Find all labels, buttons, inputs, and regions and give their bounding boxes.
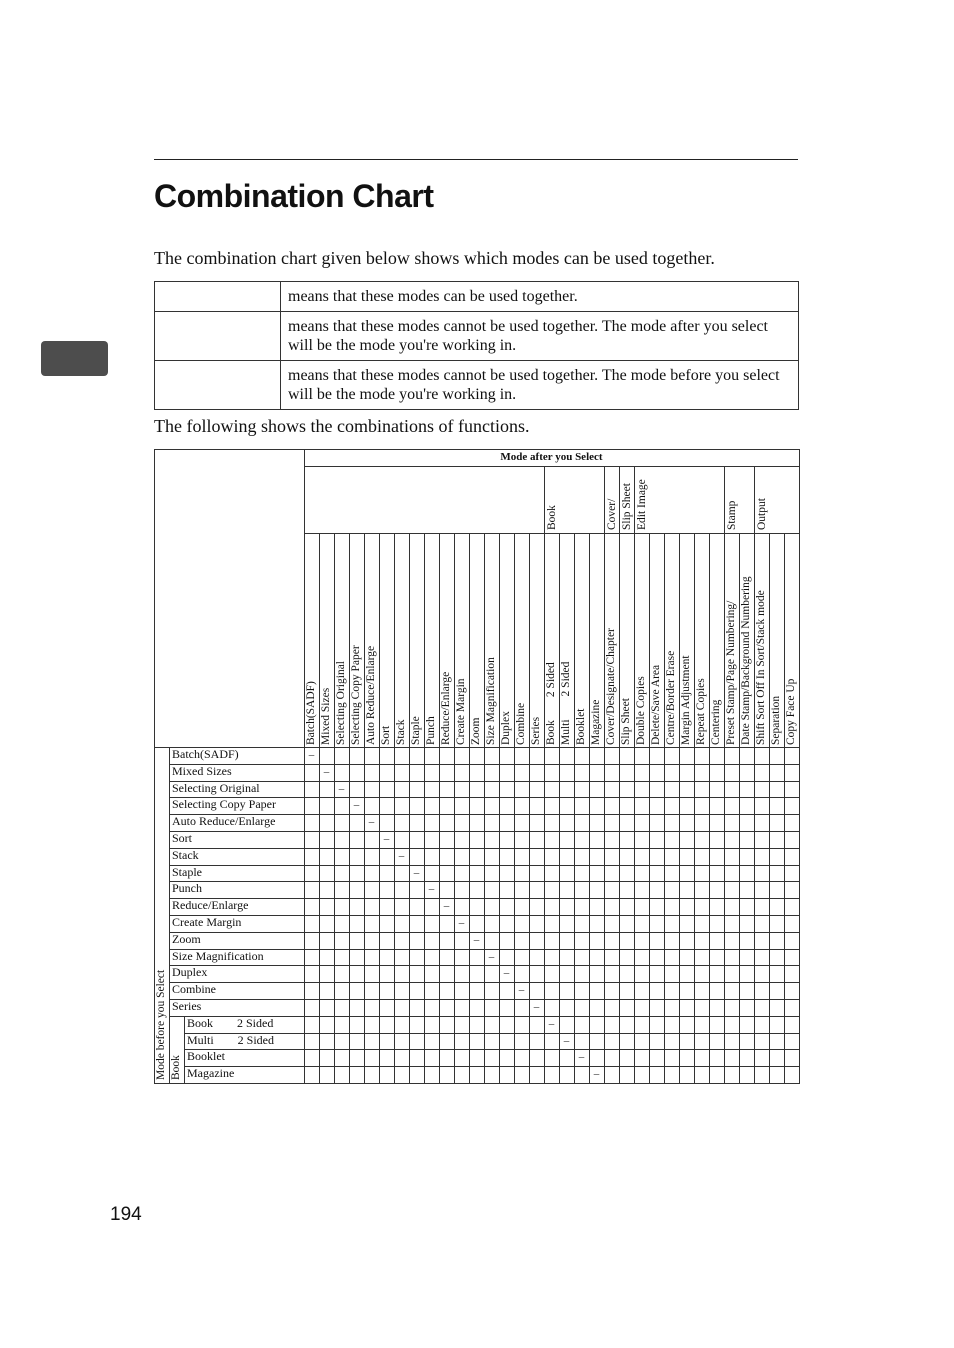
column-label: Separation bbox=[770, 695, 782, 745]
grid-line bbox=[604, 533, 605, 1084]
column-label: Booklet bbox=[575, 708, 587, 745]
column-label: Staple bbox=[410, 716, 422, 745]
grid-line bbox=[634, 533, 635, 1084]
grid-line bbox=[304, 466, 800, 467]
grid-line bbox=[679, 533, 680, 1084]
column-label: Create Margin bbox=[455, 678, 467, 745]
grid-line bbox=[634, 466, 635, 534]
column-label: Combine bbox=[515, 702, 527, 745]
column-label: Batch(SADF) bbox=[305, 681, 317, 745]
legend-symbol bbox=[155, 312, 281, 361]
row-label: Staple bbox=[172, 864, 202, 879]
column-label: Shift Sort Off In Sort/Stack mode bbox=[755, 590, 767, 745]
legend-text: means that these modes can be used together. bbox=[281, 282, 799, 312]
column-label: Margin Adjustment bbox=[680, 655, 692, 745]
row-label: Create Margin bbox=[172, 915, 242, 929]
diagonal-mark: – bbox=[458, 917, 465, 929]
grid-line bbox=[379, 533, 380, 1084]
page-number: 194 bbox=[110, 1204, 142, 1225]
page-title: Combination Chart bbox=[154, 178, 434, 214]
row-label: Stack bbox=[172, 847, 199, 862]
row-label: Reduce/Enlarge bbox=[172, 898, 249, 913]
row-header-title: Mode before you Select bbox=[155, 969, 167, 1080]
grid-line bbox=[394, 533, 395, 1084]
grid-line bbox=[604, 466, 605, 534]
row-label: Magazine bbox=[187, 1066, 235, 1081]
legend-row bbox=[155, 361, 799, 410]
column-group-label: Output bbox=[756, 498, 768, 530]
chapter-tab bbox=[41, 341, 108, 376]
row-label: Combine bbox=[172, 982, 216, 997]
grid-line bbox=[169, 915, 800, 916]
column-label: Centering bbox=[710, 699, 722, 745]
diagonal-mark: – bbox=[413, 866, 420, 879]
column-label: Stack bbox=[395, 719, 407, 745]
legend-text: means that these modes cannot be used together. The mode after you select will be the mode you're working in. bbox=[281, 312, 799, 361]
column-label: Book 2 Sided bbox=[545, 662, 557, 745]
row-label: Size Magnification bbox=[172, 948, 264, 963]
row-label: Multi 2 Sided bbox=[187, 1032, 275, 1047]
grid-line bbox=[649, 533, 650, 1084]
column-label: Size Magnification bbox=[485, 657, 497, 745]
row-label: Batch(SADF) bbox=[172, 747, 239, 761]
grid-line bbox=[169, 848, 800, 849]
grid-line bbox=[409, 533, 410, 1084]
grid-line bbox=[664, 533, 665, 1084]
follows-text: The following shows the combinations of functions. bbox=[154, 416, 530, 436]
column-label: Slip Sheet bbox=[620, 698, 632, 745]
legend-row bbox=[155, 312, 799, 361]
column-label: Repeat Copies bbox=[695, 678, 707, 745]
column-label: Magazine bbox=[590, 699, 602, 745]
grid-line bbox=[169, 999, 800, 1000]
legend-table bbox=[154, 281, 799, 410]
diagonal-mark: – bbox=[518, 984, 525, 997]
column-label: Series bbox=[530, 716, 542, 745]
column-label: Mixed Sizes bbox=[320, 687, 332, 745]
row-group-label: Book bbox=[170, 1055, 182, 1080]
grid-line bbox=[169, 965, 800, 966]
row-label: Punch bbox=[172, 881, 202, 896]
column-label: Zoom bbox=[470, 717, 482, 745]
diagonal-mark: – bbox=[443, 900, 450, 913]
diagonal-mark: – bbox=[503, 967, 510, 980]
column-label: Date Stamp/Background Numbering bbox=[740, 576, 752, 745]
grid-line bbox=[184, 1066, 800, 1067]
top-rule bbox=[154, 159, 798, 160]
grid-line bbox=[169, 932, 800, 933]
grid-line bbox=[169, 982, 800, 983]
diagonal-mark: – bbox=[548, 1017, 555, 1030]
grid-line bbox=[334, 533, 335, 1084]
intro-text: The combination chart given below shows which modes can be used together. bbox=[154, 248, 715, 268]
grid-line bbox=[184, 1049, 800, 1050]
grid-line bbox=[544, 466, 545, 534]
row-label: Selecting Original bbox=[172, 780, 260, 795]
diagonal-mark: – bbox=[533, 1001, 540, 1013]
grid-line bbox=[304, 449, 305, 1084]
row-label: Auto Reduce/Enlarge bbox=[172, 814, 276, 829]
grid-line bbox=[799, 449, 800, 1084]
grid-line bbox=[724, 466, 725, 534]
grid-line bbox=[169, 831, 800, 832]
grid-line bbox=[154, 747, 800, 748]
grid-line bbox=[694, 533, 695, 1084]
diagonal-mark: – bbox=[488, 950, 495, 963]
grid-line bbox=[439, 533, 440, 1084]
grid-line bbox=[589, 533, 590, 1084]
diagonal-mark: – bbox=[323, 765, 330, 778]
diagonal-mark: – bbox=[383, 833, 390, 845]
grid-line bbox=[709, 533, 710, 1084]
column-group-label: Cover/ bbox=[606, 498, 618, 530]
column-label: Preset Stamp/Page Numbering/ bbox=[725, 600, 737, 745]
grid-line bbox=[514, 533, 515, 1084]
grid-line bbox=[484, 533, 485, 1084]
row-label: Mixed Sizes bbox=[172, 763, 232, 778]
column-label: Duplex bbox=[500, 711, 512, 745]
column-label: Auto Reduce/Enlarge bbox=[365, 645, 377, 745]
row-label: Zoom bbox=[172, 931, 201, 946]
column-label: Sort bbox=[380, 725, 392, 745]
column-label: Centre/Border Erase bbox=[665, 650, 677, 745]
grid-line bbox=[169, 898, 800, 899]
column-group-label: Slip Sheet bbox=[621, 483, 633, 530]
column-label: Double Copies bbox=[635, 676, 647, 745]
legend-symbol bbox=[155, 361, 281, 410]
diagonal-mark: – bbox=[428, 883, 435, 896]
grid-line bbox=[319, 533, 320, 1084]
grid-line bbox=[169, 781, 800, 782]
diagonal-mark: – bbox=[593, 1068, 600, 1081]
row-label: Sort bbox=[172, 831, 193, 845]
grid-line bbox=[364, 533, 365, 1084]
row-label: Booklet bbox=[187, 1049, 225, 1064]
column-header-title: Mode after you Select bbox=[500, 451, 603, 463]
column-group-label: Stamp bbox=[726, 500, 738, 530]
grid-line bbox=[169, 764, 800, 765]
grid-line bbox=[754, 466, 755, 534]
diagonal-mark: – bbox=[353, 799, 360, 812]
grid-line bbox=[544, 533, 545, 1084]
row-label: Selecting Copy Paper bbox=[172, 797, 276, 812]
grid-line bbox=[619, 533, 620, 1084]
grid-line bbox=[154, 1083, 800, 1084]
grid-line bbox=[454, 533, 455, 1084]
grid-line bbox=[619, 466, 620, 534]
grid-line bbox=[184, 1033, 800, 1034]
diagonal-mark: – bbox=[473, 933, 480, 946]
diagonal-mark: – bbox=[563, 1034, 570, 1047]
legend-symbol bbox=[155, 282, 281, 312]
row-label: Book 2 Sided bbox=[187, 1015, 274, 1030]
grid-line bbox=[574, 533, 575, 1084]
diagonal-mark: – bbox=[368, 816, 375, 829]
grid-line bbox=[169, 881, 800, 882]
column-label: Cover/Designate/Chapter bbox=[605, 628, 617, 745]
grid-line bbox=[469, 533, 470, 1084]
legend-row bbox=[155, 282, 799, 312]
grid-line bbox=[769, 533, 770, 1084]
grid-line bbox=[784, 533, 785, 1084]
grid-line bbox=[559, 533, 560, 1084]
column-label: Multi 2 Sided bbox=[560, 661, 572, 745]
row-label: Duplex bbox=[172, 965, 208, 980]
combination-chart bbox=[154, 449, 799, 1083]
grid-line bbox=[499, 533, 500, 1084]
column-group-label: Book bbox=[546, 505, 558, 530]
legend-text: means that these modes cannot be used together. The mode before you select will be the mode you're working in. bbox=[281, 361, 799, 410]
grid-line bbox=[424, 533, 425, 1084]
diagonal-mark: – bbox=[338, 782, 345, 795]
row-label: Series bbox=[172, 999, 202, 1013]
column-label: Delete/Save Area bbox=[650, 664, 662, 745]
column-label: Selecting Original bbox=[335, 661, 347, 745]
diagonal-mark: – bbox=[308, 749, 315, 761]
column-group-label: Edit Image bbox=[636, 479, 648, 530]
column-label: Reduce/Enlarge bbox=[440, 671, 452, 745]
column-label: Copy Face Up bbox=[785, 678, 797, 745]
grid-line bbox=[169, 865, 800, 866]
column-label: Selecting Copy Paper bbox=[350, 645, 362, 745]
diagonal-mark: – bbox=[398, 849, 405, 862]
diagonal-mark: – bbox=[578, 1051, 585, 1064]
column-label: Punch bbox=[425, 716, 437, 745]
